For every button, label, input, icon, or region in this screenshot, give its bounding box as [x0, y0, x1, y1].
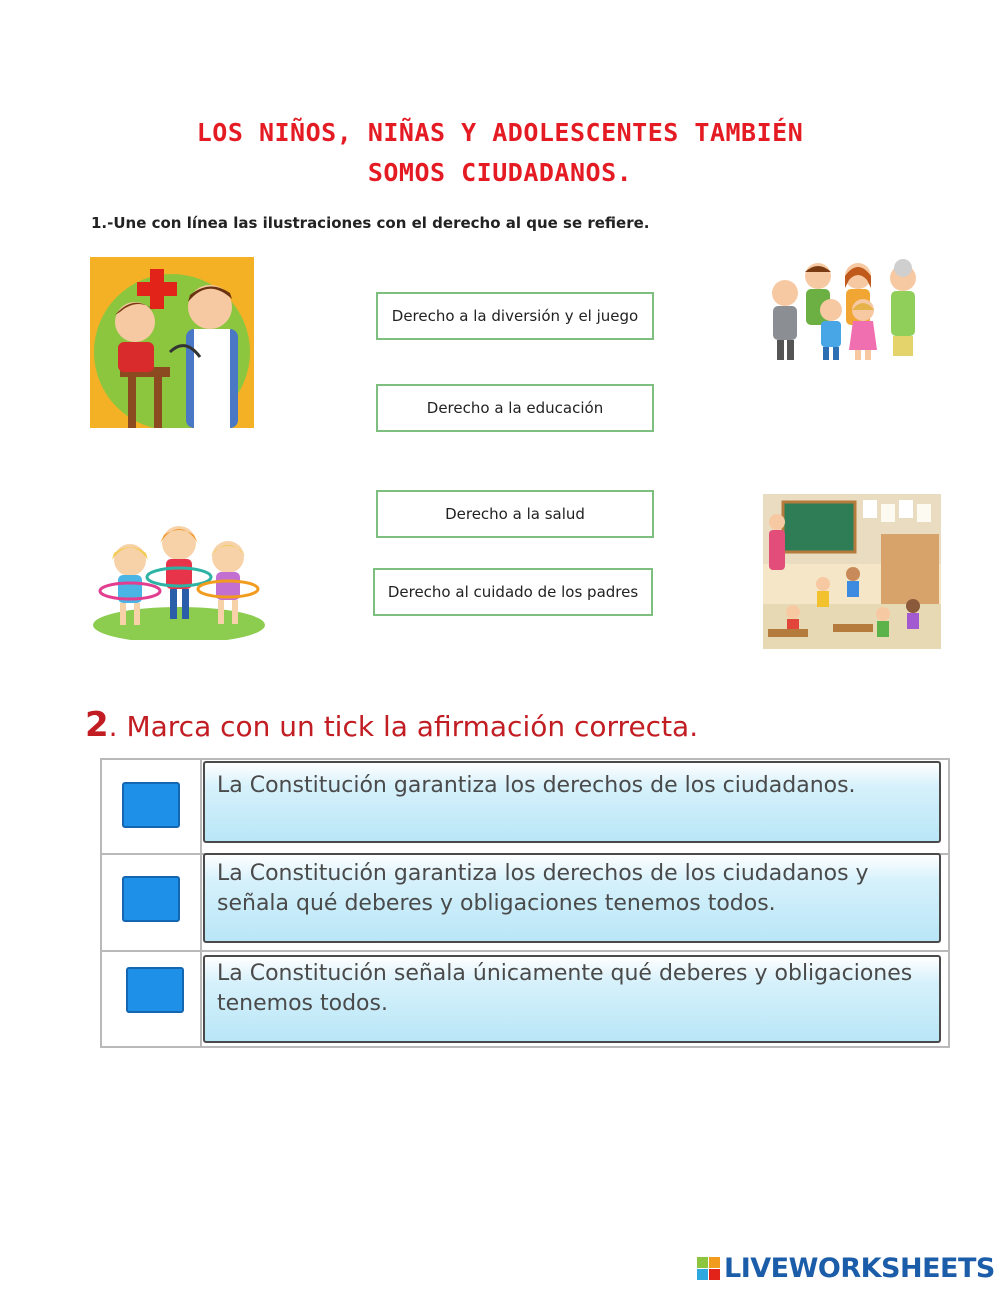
liveworksheets-logo	[697, 1253, 995, 1284]
family-group-image[interactable]	[763, 258, 929, 362]
table-column-divider	[200, 758, 202, 1048]
children-with-hula-hoops-image[interactable]	[90, 515, 268, 640]
page-title-line-2: SOMOS CIUDADANOS.	[367, 158, 633, 187]
exercise-2-instruction	[85, 705, 698, 745]
checkbox-option-1[interactable]	[122, 782, 180, 828]
right-box-cuidado-padres[interactable]: Derecho al cuidado de los padres	[373, 568, 653, 616]
liveworksheets-wordmark: LIVEWORKSHEETS	[724, 1253, 995, 1284]
table-row-divider	[100, 950, 950, 952]
checkbox-option-3[interactable]	[126, 967, 184, 1013]
doctor-with-child-image[interactable]	[90, 257, 254, 428]
exercise-2-number: 2	[85, 705, 109, 745]
right-box-salud[interactable]: Derecho a la salud	[376, 490, 654, 538]
exercise-2-instruction-text: . Marca con un tick la afirmación correcta.	[108, 710, 699, 743]
exercise-1-instruction: 1.-Une con línea las ilustraciones con el derecho al que se refiere.	[91, 214, 650, 232]
checkbox-option-2[interactable]	[122, 876, 180, 922]
classroom-scene-image[interactable]	[763, 494, 941, 649]
option-3-text: La Constitución señala únicamente qué deberes y obligaciones tenemos todos.	[203, 955, 941, 1043]
liveworksheets-icon	[697, 1257, 720, 1280]
option-1-text: La Constitución garantiza los derechos de los ciudadanos.	[203, 761, 941, 843]
right-box-diversion-juego[interactable]: Derecho a la diversión y el juego	[376, 292, 654, 340]
option-2-text: La Constitución garantiza los derechos de los ciudadanos y señala qué deberes y obligaciones tenemos todos.	[203, 853, 941, 943]
page-title-line-1: LOS NIÑOS, NIÑAS Y ADOLESCENTES TAMBIÉN	[196, 118, 804, 147]
right-box-educacion[interactable]: Derecho a la educación	[376, 384, 654, 432]
